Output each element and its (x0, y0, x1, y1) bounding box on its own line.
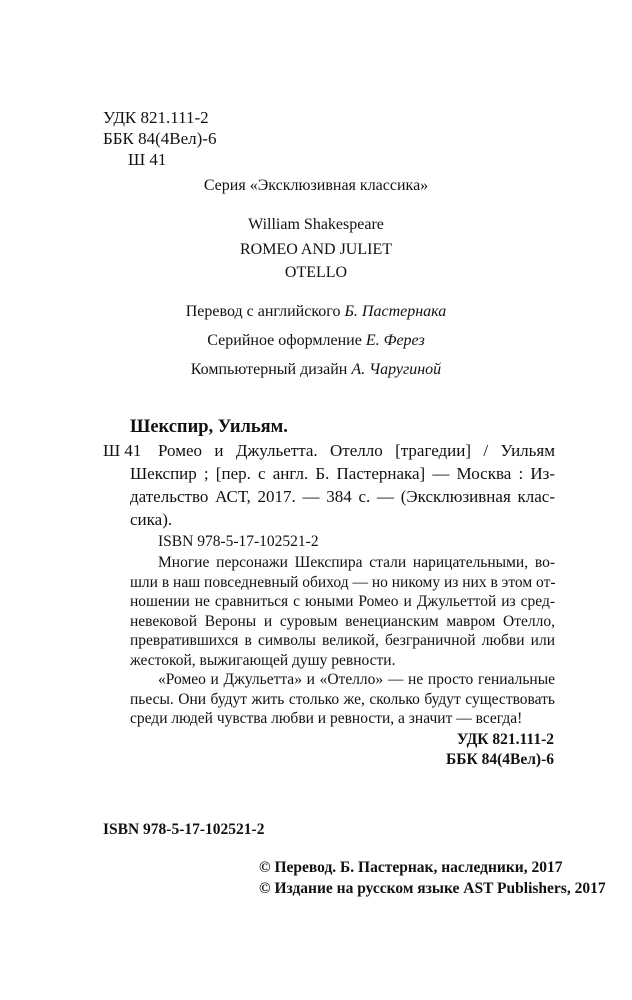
bib-line-3: дательство АСТ, 2017. — 384 с. — (Эксклюзивная клас- (130, 487, 555, 506)
original-title-2: OTELLO (284, 264, 348, 281)
annotation-line: «Ромео и Джульетта» и «Отелло» — не просто гениальные (158, 671, 555, 688)
original-author: William Shakespeare (248, 216, 384, 233)
bib-line-4: сика). (130, 510, 173, 529)
annotation-line: жестокой, выжигающей душу ревности. (130, 651, 396, 669)
credit-translation (0, 301, 632, 322)
annotation-line: невековой Вероны и суровым венецианским мавром Отелло, (130, 612, 555, 630)
bbk-code: ББК 84(4Вел)-6 (103, 129, 217, 148)
author-mark: Ш 41 (128, 150, 167, 169)
annotation-line: пьесы. Они будут жить столько же, сколько будут существовать (130, 690, 555, 708)
bib-mark: Ш 41 (103, 441, 142, 460)
annotation-line: шли в наш повседневный обиход — но никому из них в этом от- (130, 573, 556, 591)
bib-isbn: ISBN 978-5-17-102521-2 (158, 533, 319, 550)
copyright-line-2: © Издание на русском языке AST Publishers, 2017 (259, 880, 606, 897)
copyright-line-1: © Перевод. Б. Пастернак, наследники, 2017 (259, 859, 563, 876)
credit-design-name: Е. Ферез (365, 332, 425, 349)
footer-udk: УДК 821.111-2 (456, 731, 554, 748)
credit-design-label: Серийное оформление (207, 332, 362, 349)
udk-code: УДК 821.111-2 (103, 108, 209, 127)
credit-translation-label: Перевод с английского (185, 303, 341, 320)
credit-computer-label: Компьютерный дизайн (190, 361, 348, 378)
isbn-bottom: ISBN 978-5-17-102521-2 (103, 821, 265, 838)
annotation-line: превратившихся в символы великой, безграничной любви или (130, 632, 555, 649)
series-line: Серия «Эксклюзивная классика» (203, 177, 429, 194)
credit-computer-name: А. Чаругиной (351, 361, 442, 378)
credit-computer (0, 359, 632, 380)
bib-author-heading: Шекспир, Уильям. (130, 417, 288, 437)
credit-design (0, 330, 632, 351)
annotation-line: среди людей чувства любви и ревности, а значит — всегда! (130, 710, 523, 727)
original-title-1: ROMEO AND JULIET (240, 241, 392, 258)
annotation-line: ношении не сравниться с юными Ромео и Джульеттой из сред- (130, 593, 555, 610)
annotation-line: Многие персонажи Шекспира стали нарицательными, во- (158, 554, 555, 571)
bib-line-2: Шекспир ; [пер. с англ. Б. Пастернака] — Москва : Из- (130, 464, 555, 483)
annotation (130, 553, 555, 729)
bib-line-1: Ромео и Джульетта. Отелло [трагедии] / Уильям (158, 441, 555, 460)
credit-translation-name: Б. Пастернака (344, 303, 447, 320)
footer-bbk: ББК 84(4Вел)-6 (445, 751, 554, 768)
